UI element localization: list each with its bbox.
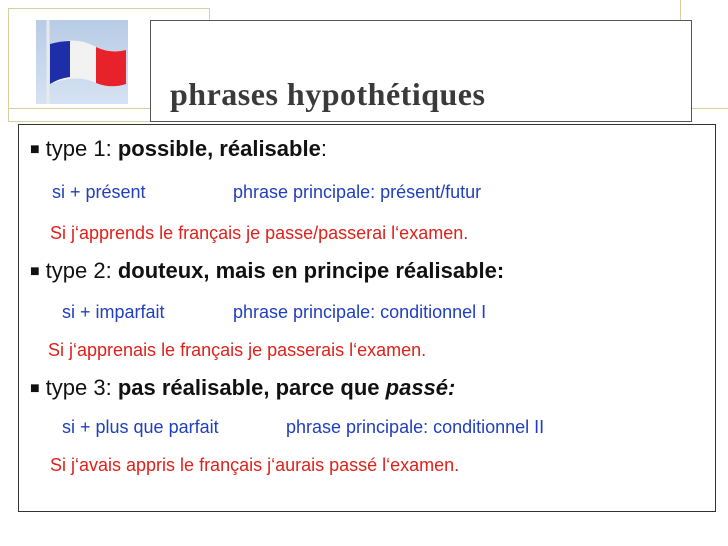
type-2-condition: si + imparfait [62, 302, 165, 322]
bullet-icon: ■ [30, 263, 40, 280]
bullet-icon: ■ [30, 380, 40, 397]
type-1-example: Si j‘apprends le français je passe/passerai l‘examen. [50, 223, 469, 243]
type-1-main-clause: phrase principale: présent/futur [233, 182, 482, 202]
type-label: type 3: [45, 375, 118, 400]
type-description: douteux, mais en principe réalisable: [117, 258, 505, 283]
type-2-main-clause: phrase principale: conditionnel I [233, 302, 487, 322]
type-label: type 2: [45, 258, 118, 283]
type-3-main-clause: phrase principale: conditionnel II [286, 417, 545, 437]
type-description: possible, réalisable [117, 136, 321, 161]
type-1-condition: si + présent [52, 182, 146, 202]
type-2-heading [30, 258, 504, 284]
bullet-icon: ■ [30, 141, 40, 158]
type-description: pas réalisable, parce que [117, 375, 386, 400]
french-flag-icon [36, 20, 128, 104]
type-suffix: : [320, 136, 327, 161]
type-label: type 1: [45, 136, 118, 161]
type-description-italic: passé: [385, 375, 456, 400]
type-3-heading [30, 375, 455, 401]
type-2-example: Si j‘apprenais le français je passerais l‘examen. [48, 340, 427, 360]
type-1-heading [30, 136, 327, 162]
type-3-example: Si j‘avais appris le français j‘aurais passé l‘examen. [50, 455, 460, 475]
page-title: phrases hypothétiques [170, 76, 486, 112]
type-3-condition: si + plus que parfait [62, 417, 219, 437]
